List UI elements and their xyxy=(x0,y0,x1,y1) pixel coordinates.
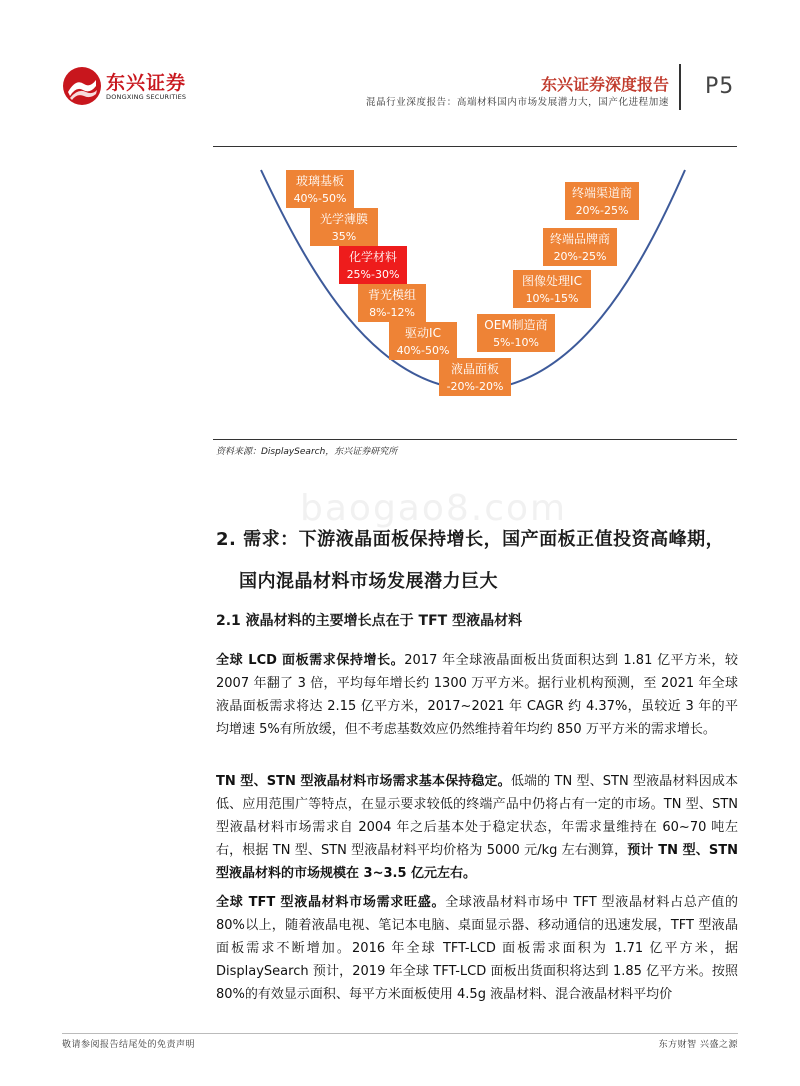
chain-box-label: 终端渠道商 xyxy=(571,186,632,200)
chain-box-label: 终端品牌商 xyxy=(549,232,610,246)
chain-box-label: 玻璃基板 xyxy=(295,174,344,188)
report-title: 东兴证券深度报告 xyxy=(540,75,669,94)
figure-top-rule xyxy=(213,146,737,147)
footer-slogan: 东方财智 兴盛之源 xyxy=(658,1040,738,1050)
paragraph-lead: 全球 TFT 型液晶材料市场需求旺盛。 xyxy=(216,895,446,910)
chain-box-value: 40%-50% xyxy=(396,344,450,357)
company-logo xyxy=(62,66,212,106)
figure-source: 资料来源：DisplaySearch，东兴证券研究所 xyxy=(216,447,398,457)
chain-box-value: 25%-30% xyxy=(346,268,400,281)
chain-box-value: 5%-10% xyxy=(493,336,539,349)
chain-box-glass-substrate xyxy=(286,170,354,208)
chain-box-value: -20%-20% xyxy=(446,380,504,393)
value-chain-figure xyxy=(213,150,737,438)
chain-box-label: 驱动IC xyxy=(405,326,441,340)
chain-box-value: 20%-25% xyxy=(553,250,607,263)
chain-box-label: 光学薄膜 xyxy=(319,212,368,226)
chain-box-terminal-channel xyxy=(565,182,639,220)
chain-box-lcd-panel xyxy=(439,358,511,396)
paragraph-lead: 全球 LCD 面板需求保持增长。 xyxy=(216,653,405,668)
chain-box-optical-film xyxy=(310,208,378,246)
footer-rule xyxy=(62,1033,738,1034)
paragraph-body: 低端的 TN 型、STN 型液晶材料因成本低、应用范围广等特点，在显示要求较低的终端产品中仍将占有一定的市场。TN 型、STN 型液晶材料市场需求自 2004 年之后基本处于稳定状态，年需求量维持在 60~70 吨左右，根据 TN 型、STN 型液晶材料平均价格为 5000 元/kg 左右测算， xyxy=(216,774,738,858)
chain-box-value: 35% xyxy=(331,230,357,243)
paragraph-lcd-demand xyxy=(216,649,738,741)
paragraph-conclusion: 预计 TN 型、STN 型液晶材料的市场规模在 3~3.5 亿元左右。 xyxy=(216,843,738,881)
logo-text-en: DONGXING SECURITIES xyxy=(106,93,187,101)
chain-box-value: 8%-12% xyxy=(369,306,415,319)
paragraph-body: 2017 年全球液晶面板出货面积达到 1.81 亿平方米，较 2007 年翻了 3 倍，平均每年增长约 1300 万平方米。据行业机构预测，至 2021 年全球液晶面板需求将达 2.15 亿平方米，2017~2021 年 CAGR 约 4.37%，虽较近 3 年的平均增速 5%有所放缓，但不考虑基数效应仍然维持着年均约 850 万平方米的需求增长。 xyxy=(216,653,738,737)
footer-disclaimer: 敬请参阅报告结尾处的免责声明 xyxy=(62,1040,196,1050)
figure-bottom-rule xyxy=(213,439,737,440)
dongxing-logo-icon xyxy=(62,66,102,106)
subsection-heading: 2.1 液晶材料的主要增长点在于 TFT 型液晶材料 xyxy=(216,613,523,629)
report-subtitle: 混晶行业深度报告：高端材料国内市场发展潜力大，国产化进程加速 xyxy=(365,97,669,108)
chain-box-chemical-materials xyxy=(339,246,407,284)
chain-box-label: 化学材料 xyxy=(348,250,397,264)
paragraph-tn-stn xyxy=(216,770,738,885)
header-divider xyxy=(679,64,681,110)
chain-box-label: 图像处理IC xyxy=(522,274,582,288)
logo-text-cn: 东兴证券 xyxy=(106,72,187,94)
chain-box-value: 10%-15% xyxy=(525,292,579,305)
chain-box-value: 20%-25% xyxy=(575,204,629,217)
chain-box-oem xyxy=(477,314,555,352)
page-number: P5 xyxy=(705,74,735,99)
chain-box-label: OEM制造商 xyxy=(484,318,548,332)
chain-box-label: 液晶面板 xyxy=(450,362,499,376)
chain-box-value: 40%-50% xyxy=(293,192,347,205)
chain-box-image-processing-ic xyxy=(513,270,591,308)
chain-box-terminal-brand xyxy=(543,228,617,266)
chain-box-label: 背光模组 xyxy=(367,288,416,302)
watermark: baogao8.com xyxy=(300,488,568,529)
section-heading-line2: 国内混晶材料市场发展潜力巨大 xyxy=(239,571,498,592)
chain-box-driver-ic xyxy=(389,322,457,360)
paragraph-body: 全球液晶材料市场中 TFT 型液晶材料占总产值的 80%以上，随着液晶电视、笔记本电脑、桌面显示器、移动通信的迅速发展，TFT 型液晶面板需求不断增加。2016 年全球 TFT-LCD 面板需求面积为 1.71 亿平方米，据 DisplaySearch 预计，2019 年全球 TFT-LCD 面板出货面积将达到 1.85 亿平方米。按照 80%的有效显示面积、每平方米面板使用 4.5g 液晶材料、混合液晶材料平均价 xyxy=(216,895,739,1002)
section-heading-line1: 2. 需求：下游液晶面板保持增长，国产面板正值投资高峰期， xyxy=(216,529,725,550)
paragraph-tft xyxy=(216,891,738,1006)
paragraph-lead: TN 型、STN 型液晶材料市场需求基本保持稳定。 xyxy=(216,774,511,789)
chain-box-backlight-module xyxy=(358,284,426,322)
